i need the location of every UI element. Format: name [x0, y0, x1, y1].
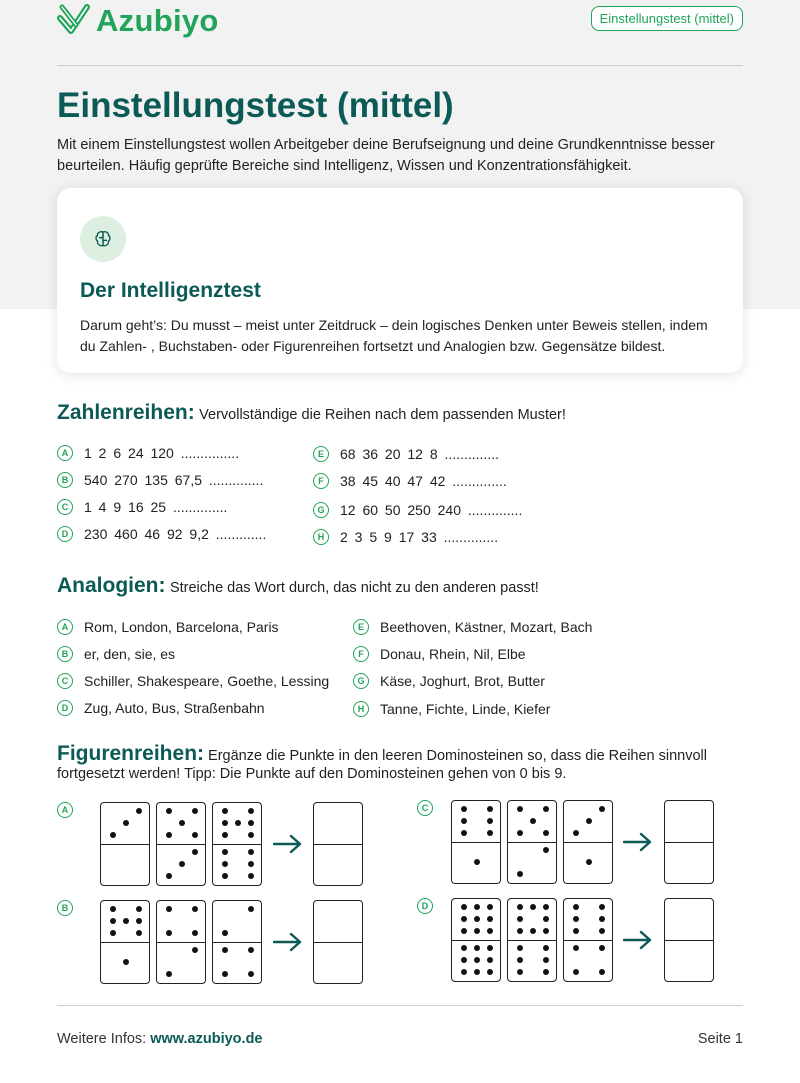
domino-pip: [543, 806, 549, 812]
domino-pip: [166, 906, 172, 912]
domino-pip: [487, 945, 493, 951]
domino-pip: [517, 945, 523, 951]
domino-pip: [530, 818, 536, 824]
domino-pip: [599, 806, 605, 812]
domino-pip: [166, 971, 172, 977]
azubiyo-logo-icon: [57, 1, 91, 41]
domino-pip: [543, 830, 549, 836]
domino-tile: [507, 898, 557, 982]
domino-pip: [543, 969, 549, 975]
domino-divider: [452, 940, 500, 941]
zahlen-item-b: [57, 472, 263, 488]
domino-divider: [452, 842, 500, 843]
domino-pip: [248, 808, 254, 814]
domino-pip: [517, 871, 523, 877]
domino-divider: [564, 940, 612, 941]
intro-text: Mit einem Einstellungstest wollen Arbeitgeber deine Berufseignung und deine Grundkenntnisse besser beurteilen. Häufig geprüfte Bereiche sind Intelligenz, Wissen und Konzentrationsfähigkeit.: [57, 137, 715, 174]
analogie-item-g: [353, 673, 545, 689]
zahlen-item-a: [57, 445, 239, 461]
domino-pip: [123, 959, 129, 965]
domino-pip: [166, 930, 172, 936]
word-list: Rom, London, Barcelona, Paris: [84, 619, 279, 635]
domino-pip: [222, 971, 228, 977]
zahlen-item-d: [57, 526, 266, 542]
domino-pip: [573, 904, 579, 910]
zahlenreihen-heading: [57, 401, 566, 425]
domino-pip: [599, 928, 605, 934]
letter-marker: B: [57, 472, 73, 488]
arrow-right-icon: [623, 832, 653, 852]
analogien-heading: [57, 574, 539, 598]
domino-divider: [665, 842, 713, 843]
domino-pip: [461, 818, 467, 824]
word-list: Schiller, Shakespeare, Goethe, Lessing: [84, 673, 330, 689]
footer-label: Weitere Infos:: [57, 1031, 147, 1047]
domino-pip: [235, 820, 241, 826]
domino-divider: [213, 942, 261, 943]
domino-pip: [543, 928, 549, 934]
zahlen-item-e: [313, 446, 499, 462]
letter-marker: F: [313, 473, 329, 489]
domino-tile: [100, 900, 150, 984]
number-series: 38 45 40 47 42 ..............: [340, 473, 507, 489]
domino-pip: [487, 904, 493, 910]
empty-domino-answer[interactable]: [313, 802, 363, 886]
domino-pip: [192, 849, 198, 855]
domino-pip: [248, 873, 254, 879]
letter-marker: E: [313, 446, 329, 462]
figure-row-letter: C: [417, 800, 433, 816]
number-series: 2 3 5 9 17 33 ..............: [340, 529, 499, 545]
domino-pip: [248, 832, 254, 838]
domino-tile: [563, 800, 613, 884]
figure-row-letter: A: [57, 802, 73, 818]
domino-pip: [222, 832, 228, 838]
domino-pip: [192, 906, 198, 912]
footer-info: [57, 1031, 263, 1047]
domino-pip: [222, 873, 228, 879]
domino-pip: [573, 969, 579, 975]
letter-marker: E: [353, 619, 369, 635]
domino-pip: [248, 849, 254, 855]
domino-divider: [564, 842, 612, 843]
card-title: Der Intelligenztest: [80, 279, 261, 302]
test-level-badge: Einstellungstest (mittel): [591, 6, 743, 31]
analogie-item-c: [57, 673, 329, 689]
zahlen-item-f: [313, 473, 507, 489]
analogien-instruction: Streiche das Wort durch, das nicht zu den anderen passt!: [169, 580, 539, 596]
page-title: Einstellungstest (mittel): [57, 86, 454, 125]
domino-pip: [166, 873, 172, 879]
domino-divider: [157, 844, 205, 845]
figure-row-letter: B: [57, 900, 73, 916]
domino-pip: [543, 945, 549, 951]
domino-tile: [156, 802, 206, 886]
domino-divider: [508, 940, 556, 941]
domino-pip: [461, 916, 467, 922]
word-list: Zug, Auto, Bus, Straßenbahn: [84, 700, 265, 716]
domino-pip: [123, 918, 129, 924]
word-list: Tanne, Fichte, Linde, Kiefer: [380, 701, 551, 717]
domino-pip: [487, 928, 493, 934]
number-series: 230 460 46 92 9,2 .............: [84, 526, 267, 542]
domino-pip: [517, 904, 523, 910]
domino-pip: [474, 945, 480, 951]
domino-pip: [573, 945, 579, 951]
domino-pip: [543, 916, 549, 922]
zahlen-item-c: [57, 499, 227, 515]
number-series: 540 270 135 67,5 ..............: [84, 472, 264, 488]
word-list: er, den, sie, es: [84, 646, 176, 662]
domino-pip: [461, 969, 467, 975]
domino-pip: [474, 859, 480, 865]
domino-pip: [123, 820, 129, 826]
domino-pip: [192, 808, 198, 814]
domino-tile: [563, 898, 613, 982]
domino-pip: [166, 808, 172, 814]
domino-pip: [192, 947, 198, 953]
domino-pip: [461, 806, 467, 812]
domino-pip: [248, 947, 254, 953]
domino-divider: [314, 844, 362, 845]
domino-pip: [136, 918, 142, 924]
domino-pip: [222, 820, 228, 826]
analogie-item-a: [57, 619, 279, 635]
domino-pip: [517, 928, 523, 934]
domino-pip: [474, 957, 480, 963]
domino-pip: [179, 861, 185, 867]
brand-name: Azubiyo: [96, 3, 219, 38]
word-list: Beethoven, Kästner, Mozart, Bach: [380, 619, 593, 635]
domino-pip: [586, 818, 592, 824]
domino-pip: [166, 832, 172, 838]
domino-pip: [461, 830, 467, 836]
domino-pip: [474, 928, 480, 934]
domino-pip: [599, 969, 605, 975]
empty-domino-answer[interactable]: [313, 900, 363, 984]
domino-pip: [573, 928, 579, 934]
domino-pip: [248, 861, 254, 867]
number-series: 12 60 50 250 240 ..............: [340, 502, 523, 518]
domino-pip: [530, 904, 536, 910]
figurenreihen-instruction: Ergänze die Punkte in den leeren Dominosteinen so, dass die Reihen sinnvoll fortgesetzt werden! Tipp: Die Punkte auf den Dominosteinen gehen von 0 bis 9.: [57, 748, 707, 782]
domino-pip: [136, 906, 142, 912]
domino-pip: [487, 957, 493, 963]
domino-pip: [136, 930, 142, 936]
domino-tile: [451, 898, 501, 982]
letter-marker: G: [353, 673, 369, 689]
domino-tile: [507, 800, 557, 884]
figure-row-letter: D: [417, 898, 433, 914]
letter-marker: A: [57, 619, 73, 635]
number-series: 68 36 20 12 8 ..............: [340, 446, 499, 462]
page-number: Seite 1: [697, 1031, 743, 1047]
empty-domino-answer[interactable]: [664, 898, 714, 982]
word-list: Donau, Rhein, Nil, Elbe: [380, 646, 526, 662]
domino-divider: [508, 842, 556, 843]
domino-pip: [543, 957, 549, 963]
domino-pip: [599, 945, 605, 951]
domino-pip: [222, 861, 228, 867]
domino-pip: [461, 904, 467, 910]
letter-marker: D: [57, 700, 73, 716]
figurenreihen-heading: [57, 742, 747, 783]
domino-pip: [461, 957, 467, 963]
letter-marker: C: [57, 673, 73, 689]
zahlenreihen-instruction: Vervollständige die Reihen nach dem passenden Muster!: [199, 407, 566, 423]
domino-pip: [461, 928, 467, 934]
domino-pip: [192, 832, 198, 838]
zahlen-item-h: [313, 529, 498, 545]
domino-pip: [110, 832, 116, 838]
domino-pip: [136, 808, 142, 814]
domino-pip: [543, 847, 549, 853]
domino-pip: [599, 904, 605, 910]
domino-tile: [212, 802, 262, 886]
domino-pip: [487, 830, 493, 836]
domino-tile: [451, 800, 501, 884]
domino-pip: [222, 808, 228, 814]
domino-divider: [101, 844, 149, 845]
domino-pip: [487, 818, 493, 824]
word-list: Käse, Joghurt, Brot, Butter: [380, 673, 545, 689]
letter-marker: A: [57, 445, 73, 461]
analogie-item-b: [57, 646, 175, 662]
domino-pip: [474, 916, 480, 922]
domino-divider: [101, 942, 149, 943]
letter-marker: D: [57, 526, 73, 542]
number-series: 1 4 9 16 25 ..............: [84, 499, 228, 515]
arrow-right-icon: [273, 834, 303, 854]
letter-marker: G: [313, 502, 329, 518]
zahlenreihen-title: Zahlenreihen:: [57, 401, 195, 424]
domino-pip: [110, 930, 116, 936]
header-divider: [57, 65, 743, 66]
domino-pip: [599, 916, 605, 922]
domino-pip: [530, 928, 536, 934]
domino-pip: [222, 849, 228, 855]
logo[interactable]: [57, 0, 219, 42]
domino-pip: [192, 930, 198, 936]
analogie-item-f: [353, 646, 526, 662]
zahlen-item-g: [313, 502, 522, 518]
analogie-item-h: [353, 701, 550, 717]
analogie-item-d: [57, 700, 265, 716]
domino-pip: [586, 859, 592, 865]
letter-marker: B: [57, 646, 73, 662]
brain-icon: [80, 216, 126, 262]
domino-pip: [222, 947, 228, 953]
domino-tile: [100, 802, 150, 886]
domino-pip: [573, 830, 579, 836]
arrow-right-icon: [623, 930, 653, 950]
footer-divider: [57, 1005, 743, 1006]
figurenreihen-title: Figurenreihen:: [57, 742, 205, 765]
domino-pip: [487, 916, 493, 922]
domino-pip: [487, 969, 493, 975]
domino-pip: [461, 945, 467, 951]
analogie-item-e: [353, 619, 592, 635]
empty-domino-answer[interactable]: [664, 800, 714, 884]
domino-divider: [157, 942, 205, 943]
domino-tile: [212, 900, 262, 984]
intelligence-test-card: [57, 188, 743, 373]
domino-pip: [517, 969, 523, 975]
domino-pip: [543, 904, 549, 910]
domino-pip: [222, 930, 228, 936]
domino-pip: [248, 820, 254, 826]
domino-pip: [517, 830, 523, 836]
analogien-title: Analogien:: [57, 574, 166, 597]
domino-pip: [517, 957, 523, 963]
domino-pip: [248, 971, 254, 977]
domino-pip: [179, 820, 185, 826]
number-series: 1 2 6 24 120 ...............: [84, 445, 240, 461]
arrow-right-icon: [273, 932, 303, 952]
domino-pip: [517, 916, 523, 922]
letter-marker: H: [353, 701, 369, 717]
domino-tile: [156, 900, 206, 984]
domino-divider: [213, 844, 261, 845]
domino-pip: [110, 906, 116, 912]
letter-marker: H: [313, 529, 329, 545]
domino-pip: [474, 904, 480, 910]
letter-marker: F: [353, 646, 369, 662]
domino-pip: [573, 916, 579, 922]
domino-pip: [517, 806, 523, 812]
domino-pip: [110, 918, 116, 924]
domino-pip: [248, 906, 254, 912]
letter-marker: C: [57, 499, 73, 515]
card-text: Darum geht’s: Du musst – meist unter Zeitdruck – dein logisches Denken unter Beweis stellen, indem du Zahlen- , Buchstaben- oder Figurenreihen fortsetzt und Analogien bzw. Gegensätze bildest.: [80, 317, 708, 354]
domino-pip: [487, 806, 493, 812]
footer-link[interactable]: www.azubiyo.de: [150, 1031, 263, 1047]
domino-divider: [314, 942, 362, 943]
domino-divider: [665, 940, 713, 941]
domino-pip: [474, 969, 480, 975]
